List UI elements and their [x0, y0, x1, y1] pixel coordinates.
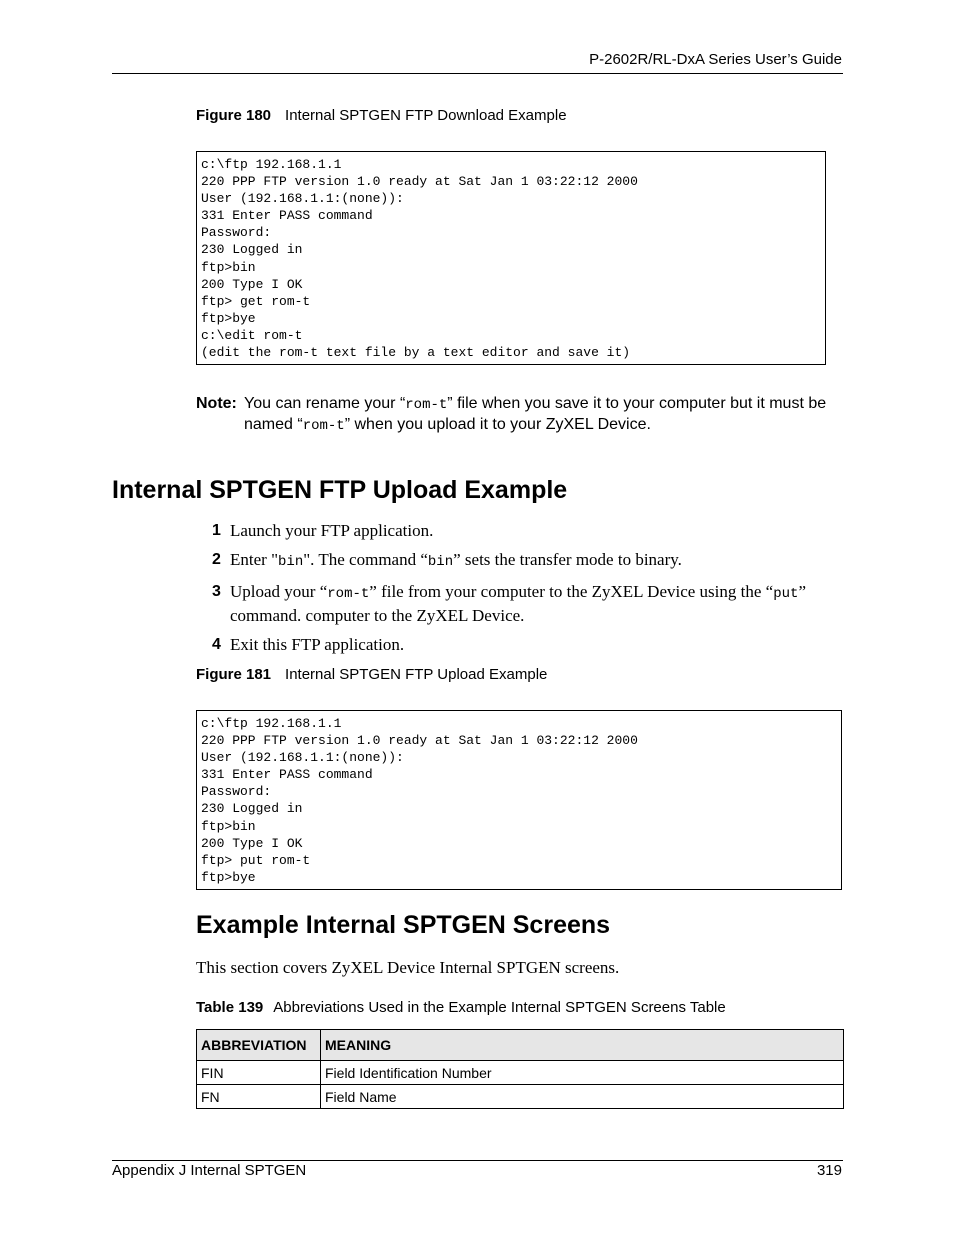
- table-cell: FIN: [197, 1061, 321, 1085]
- step-text: Launch your FTP application.: [230, 521, 434, 540]
- code-line: 230 Logged in: [201, 801, 303, 817]
- table-cell: Field Name: [321, 1085, 844, 1109]
- step-code: bin: [427, 554, 454, 570]
- figure-181-caption: [196, 666, 547, 683]
- step-text-part: ” file from your computer to the ZyXEL Device using the “: [369, 582, 774, 601]
- section-heading-upload: Internal SPTGEN FTP Upload Example: [112, 476, 568, 504]
- note-text: [244, 394, 846, 436]
- code-line: 230 Logged in: [201, 242, 303, 258]
- step-text-part: ". The command “: [303, 550, 428, 569]
- step-text-part: Upload your “: [230, 582, 328, 601]
- step-text: [230, 550, 682, 569]
- code-line: 200 Type I OK: [201, 276, 303, 292]
- figure-180-label: Figure 180: [196, 107, 272, 124]
- step-text: [230, 582, 806, 625]
- note-text-part: ” file when you save it to your computer but it must be named “: [244, 395, 827, 433]
- list-item: [196, 581, 846, 626]
- table-139-caption: [196, 999, 726, 1016]
- step-text-part: Enter ": [230, 550, 279, 569]
- code-line: ftp>bye: [201, 310, 256, 326]
- code-line: ftp> put rom-t: [201, 852, 311, 868]
- code-line: 331 Enter PASS command: [201, 208, 373, 224]
- note-code: rom-t: [302, 418, 345, 434]
- step-number: 2: [212, 551, 221, 568]
- table-row: [197, 1061, 844, 1085]
- step-code: rom-t: [327, 586, 370, 602]
- code-line: Password:: [201, 225, 272, 241]
- list-item: [196, 520, 846, 541]
- note-text-part: You can rename your “: [244, 395, 406, 412]
- page-number: 319: [816, 1162, 842, 1179]
- table-header-row: [197, 1030, 844, 1061]
- abbreviations-table: [196, 1029, 844, 1109]
- code-line: 220 PPP FTP version 1.0 ready at Sat Jan 1 03:22:12 2000: [201, 733, 638, 749]
- table-139-title: Abbreviations Used in the Example Internal SPTGEN Screens Table: [273, 999, 726, 1016]
- code-line: c:\ftp 192.168.1.1: [201, 157, 342, 172]
- figure-180-code-box: [196, 151, 826, 365]
- code-line: 331 Enter PASS command: [201, 767, 373, 783]
- code-line: c:\ftp 192.168.1.1: [201, 716, 342, 731]
- footer-chapter: Appendix J Internal SPTGEN: [112, 1162, 307, 1179]
- section-paragraph: This section covers ZyXEL Device Internal SPTGEN screens.: [196, 958, 620, 977]
- step-number: 4: [212, 636, 221, 653]
- code-line: ftp>bye: [201, 869, 256, 885]
- code-line: Password:: [201, 784, 272, 800]
- steps-list: [196, 520, 846, 663]
- step-number: 3: [212, 583, 221, 600]
- list-item: [196, 634, 846, 655]
- code-line: 200 Type I OK: [201, 835, 303, 851]
- code-line: (edit the rom-t text file by a text editor and save it): [201, 345, 631, 361]
- footer-divider: [112, 1160, 843, 1161]
- figure-181-code-box: [196, 710, 842, 890]
- table-139-label: Table 139: [196, 999, 264, 1016]
- step-text: Exit this FTP application.: [230, 635, 405, 654]
- table-row: [197, 1085, 844, 1109]
- list-item: [196, 549, 846, 573]
- figure-181-label: Figure 181: [196, 666, 272, 683]
- section-heading-screens: Example Internal SPTGEN Screens: [196, 911, 611, 939]
- header-divider: [112, 73, 843, 74]
- code-line: User (192.168.1.1:(none)):: [201, 191, 404, 207]
- table-cell: Field Identification Number: [321, 1061, 844, 1085]
- code-line: ftp> get rom-t: [201, 293, 311, 309]
- code-line: 220 PPP FTP version 1.0 ready at Sat Jan 1 03:22:12 2000: [201, 174, 638, 190]
- running-header: P-2602R/RL-DxA Series User’s Guide: [589, 51, 842, 68]
- column-header-abbreviation: ABBREVIATION: [197, 1030, 321, 1061]
- step-code: put: [773, 586, 799, 602]
- code-line: c:\edit rom-t: [201, 327, 303, 343]
- step-text-part: ” command. computer to the ZyXEL Device.: [230, 582, 806, 625]
- note-text-part: ” when you upload it to your ZyXEL Device.: [344, 416, 651, 433]
- column-header-meaning: MEANING: [321, 1030, 844, 1061]
- figure-180-caption: [196, 107, 567, 124]
- code-line: ftp>bin: [201, 818, 256, 834]
- table-cell: FN: [197, 1085, 321, 1109]
- figure-181-title: Internal SPTGEN FTP Upload Example: [285, 666, 548, 683]
- note-code: rom-t: [405, 397, 448, 413]
- figure-180-title: Internal SPTGEN FTP Download Example: [285, 107, 567, 124]
- code-line: User (192.168.1.1:(none)):: [201, 750, 404, 766]
- note-label: Note:: [196, 395, 237, 412]
- step-number: 1: [212, 522, 221, 539]
- note-block: [196, 394, 846, 436]
- code-line: ftp>bin: [201, 259, 256, 275]
- step-code: bin: [278, 554, 304, 570]
- step-text-part: ” sets the transfer mode to binary.: [453, 550, 682, 569]
